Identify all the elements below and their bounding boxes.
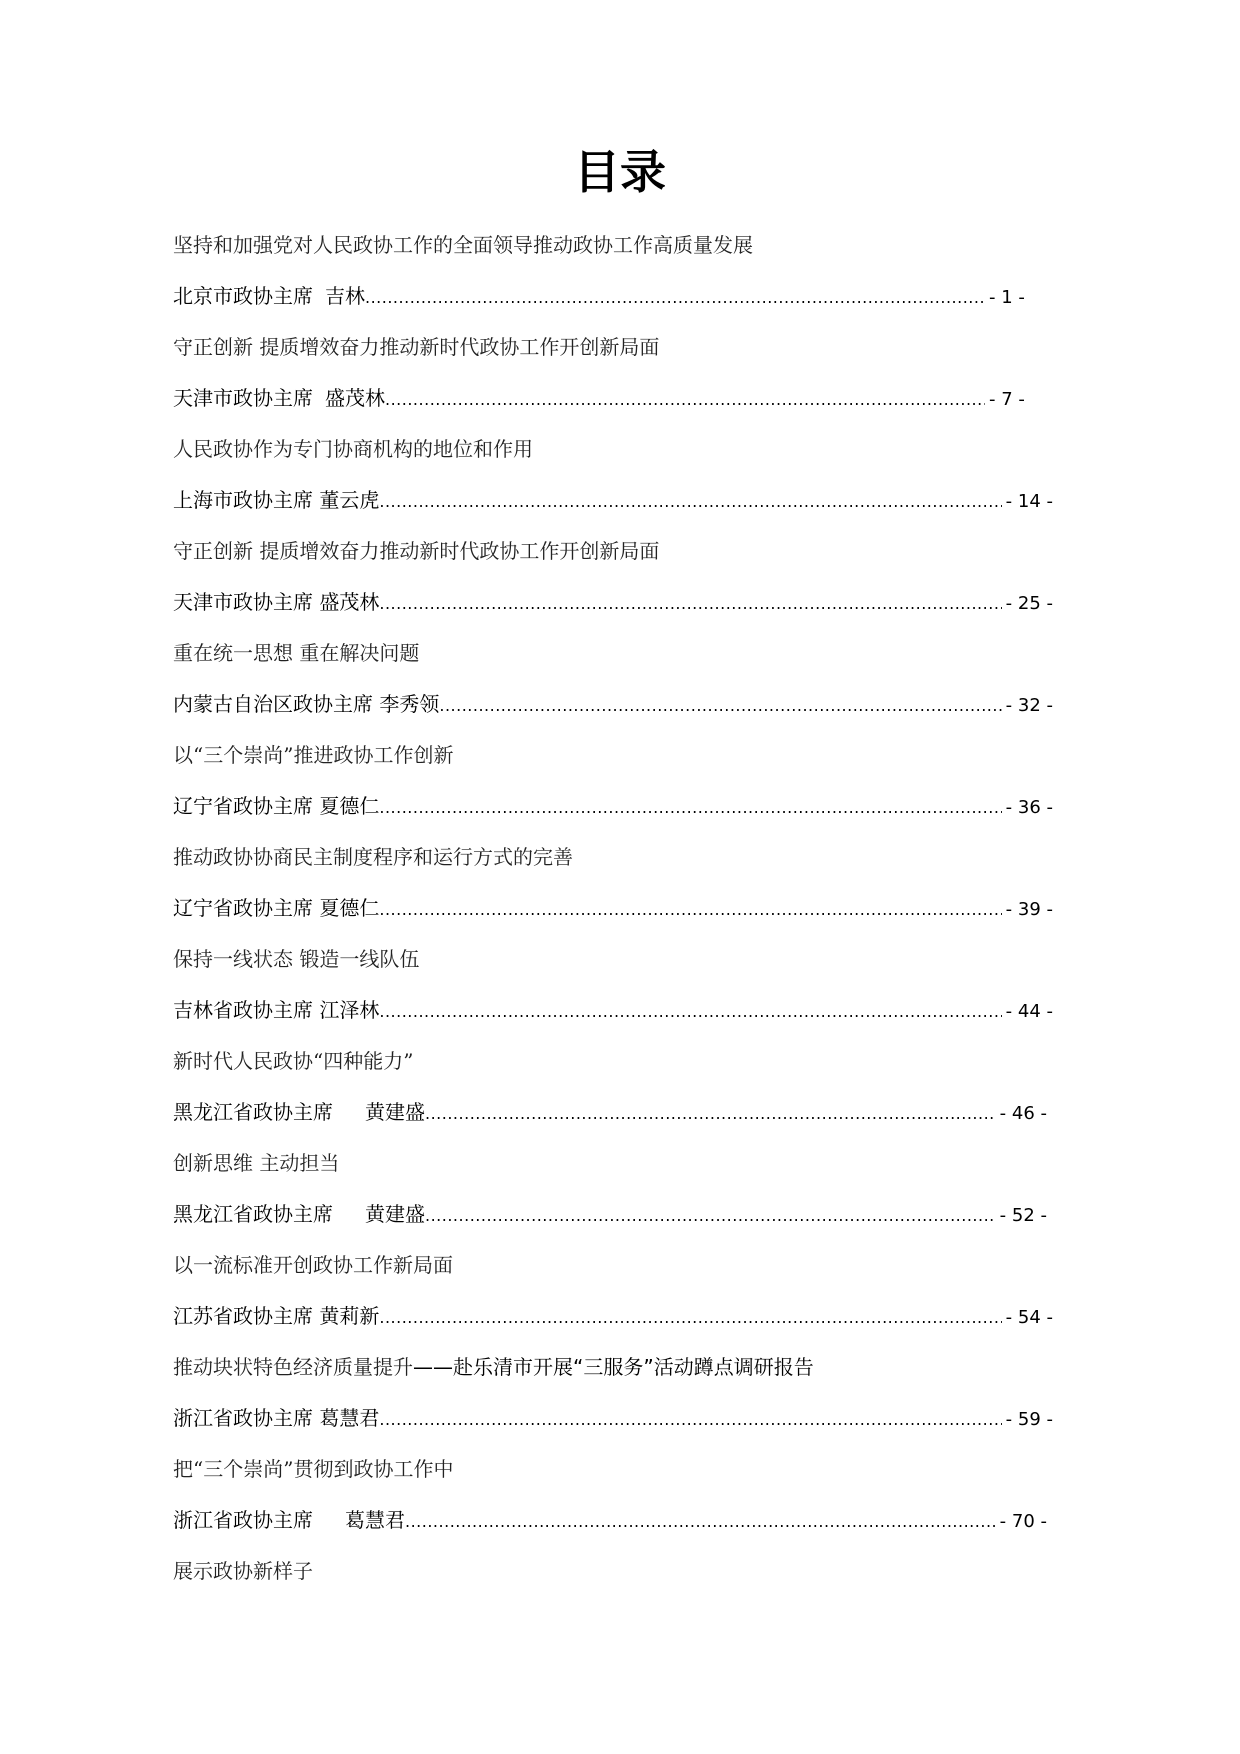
toc-entry-page: - 52 - [999,1205,1047,1226]
toc-entry-author: 天津市政协主席 盛茂林 [173,386,385,410]
toc-entry-page: - 54 - [1005,1307,1053,1328]
dot-leader [379,884,1001,935]
toc-entry-page: - 44 - [1005,1001,1053,1022]
dot-leader [365,272,985,323]
toc-entry-page: - 39 - [1005,899,1053,920]
dot-leader [405,1496,996,1547]
toc-entry-author: 辽宁省政协主席 夏德仁 [173,896,380,920]
dot-leader [379,578,1001,629]
toc-entry-page: - 25 - [1005,593,1053,614]
toc-entry-title[interactable]: 坚持和加强党对人民政协工作的全面领导推动政协工作高质量发展 [173,233,753,257]
toc-entry-author-line[interactable] [173,1087,1047,1138]
toc-entry-author: 北京市政协主席 吉林 [173,284,365,308]
dot-leader [379,1394,1001,1445]
toc-entry-author: 上海市政协主席 董云虎 [173,488,380,512]
toc-entry-author: 黑龙江省政协主席 黄建盛 [173,1202,425,1226]
toc-entry-author-line[interactable] [173,1393,1053,1444]
toc-entry-title[interactable]: 以“三个崇尚”推进政协工作创新 [173,743,454,767]
toc-entry-page: - 46 - [999,1103,1047,1124]
toc-entry-title[interactable]: 新时代人民政协“四种能力” [173,1049,414,1073]
toc-entry-title[interactable]: 人民政协作为专门协商机构的地位和作用 [173,437,533,461]
toc-entry-author-line[interactable] [173,679,1053,730]
table-of-contents [173,220,1053,1597]
toc-entry-author-line[interactable] [173,373,1053,424]
toc-entry-author: 浙江省政协主席 葛慧君 [173,1508,405,1532]
toc-entry-title[interactable]: 创新思维 主动担当 [173,1151,340,1175]
toc-entry-page: - 7 - [989,389,1025,410]
toc-entry-title[interactable] [173,1342,1053,1393]
dot-leader [439,680,1001,731]
toc-entry-title[interactable]: 推动政协协商民主制度程序和运行方式的完善 [173,845,573,869]
toc-entry-main-title: 推动块状特色经济质量提升 [173,1355,413,1379]
toc-entry-page: - 32 - [1005,695,1053,716]
dot-leader [379,782,1001,833]
toc-entry-author: 辽宁省政协主席 夏德仁 [173,794,380,818]
dot-leader [379,986,1001,1037]
toc-entry-author-line[interactable] [173,1495,1047,1546]
dot-leader [385,374,985,425]
toc-entry-page: - 36 - [1005,797,1053,818]
toc-entry-author: 天津市政协主席 盛茂林 [173,590,380,614]
toc-entry-author-line[interactable] [173,883,1053,934]
toc-entry-author-line[interactable] [173,985,1053,1036]
toc-entry-author: 黑龙江省政协主席 黄建盛 [173,1100,425,1124]
toc-entry-title[interactable]: 守正创新 提质增效奋力推动新时代政协工作开创新局面 [173,335,660,359]
toc-entry-page: - 1 - [989,287,1025,308]
dot-leader [425,1190,996,1241]
dot-leader [379,1292,1001,1343]
toc-entry-title[interactable]: 保持一线状态 锻造一线队伍 [173,947,420,971]
toc-entry-subtitle: ——赴乐清市开展“三服务”活动蹲点调研报告 [413,1355,814,1379]
toc-entry-author-line[interactable] [173,1291,1053,1342]
toc-entry-author-line[interactable] [173,1189,1047,1240]
toc-entry-title[interactable]: 以一流标准开创政协工作新局面 [173,1253,453,1277]
dot-leader [379,476,1001,527]
toc-entry-author: 江苏省政协主席 黄莉新 [173,1304,380,1328]
toc-entry-author: 内蒙古自治区政协主席 李秀领 [173,692,440,716]
dot-leader [425,1088,996,1139]
toc-entry-page: - 70 - [999,1511,1047,1532]
toc-entry-author: 吉林省政协主席 江泽林 [173,998,380,1022]
toc-entry-author-line[interactable] [173,475,1053,526]
toc-entry-page: - 14 - [1005,491,1053,512]
page-title: 目录 [574,145,666,199]
toc-entry-title[interactable]: 重在统一思想 重在解决问题 [173,641,420,665]
toc-entry-title[interactable]: 守正创新 提质增效奋力推动新时代政协工作开创新局面 [173,539,660,563]
toc-entry-author-line[interactable] [173,781,1053,832]
toc-entry-author-line[interactable] [173,577,1053,628]
toc-entry-title[interactable]: 展示政协新样子 [173,1559,313,1583]
toc-entry-author-line[interactable] [173,271,1053,322]
toc-entry-page: - 59 - [1005,1409,1053,1430]
toc-entry-title[interactable]: 把“三个崇尚”贯彻到政协工作中 [173,1457,454,1481]
toc-entry-author: 浙江省政协主席 葛慧君 [173,1406,380,1430]
